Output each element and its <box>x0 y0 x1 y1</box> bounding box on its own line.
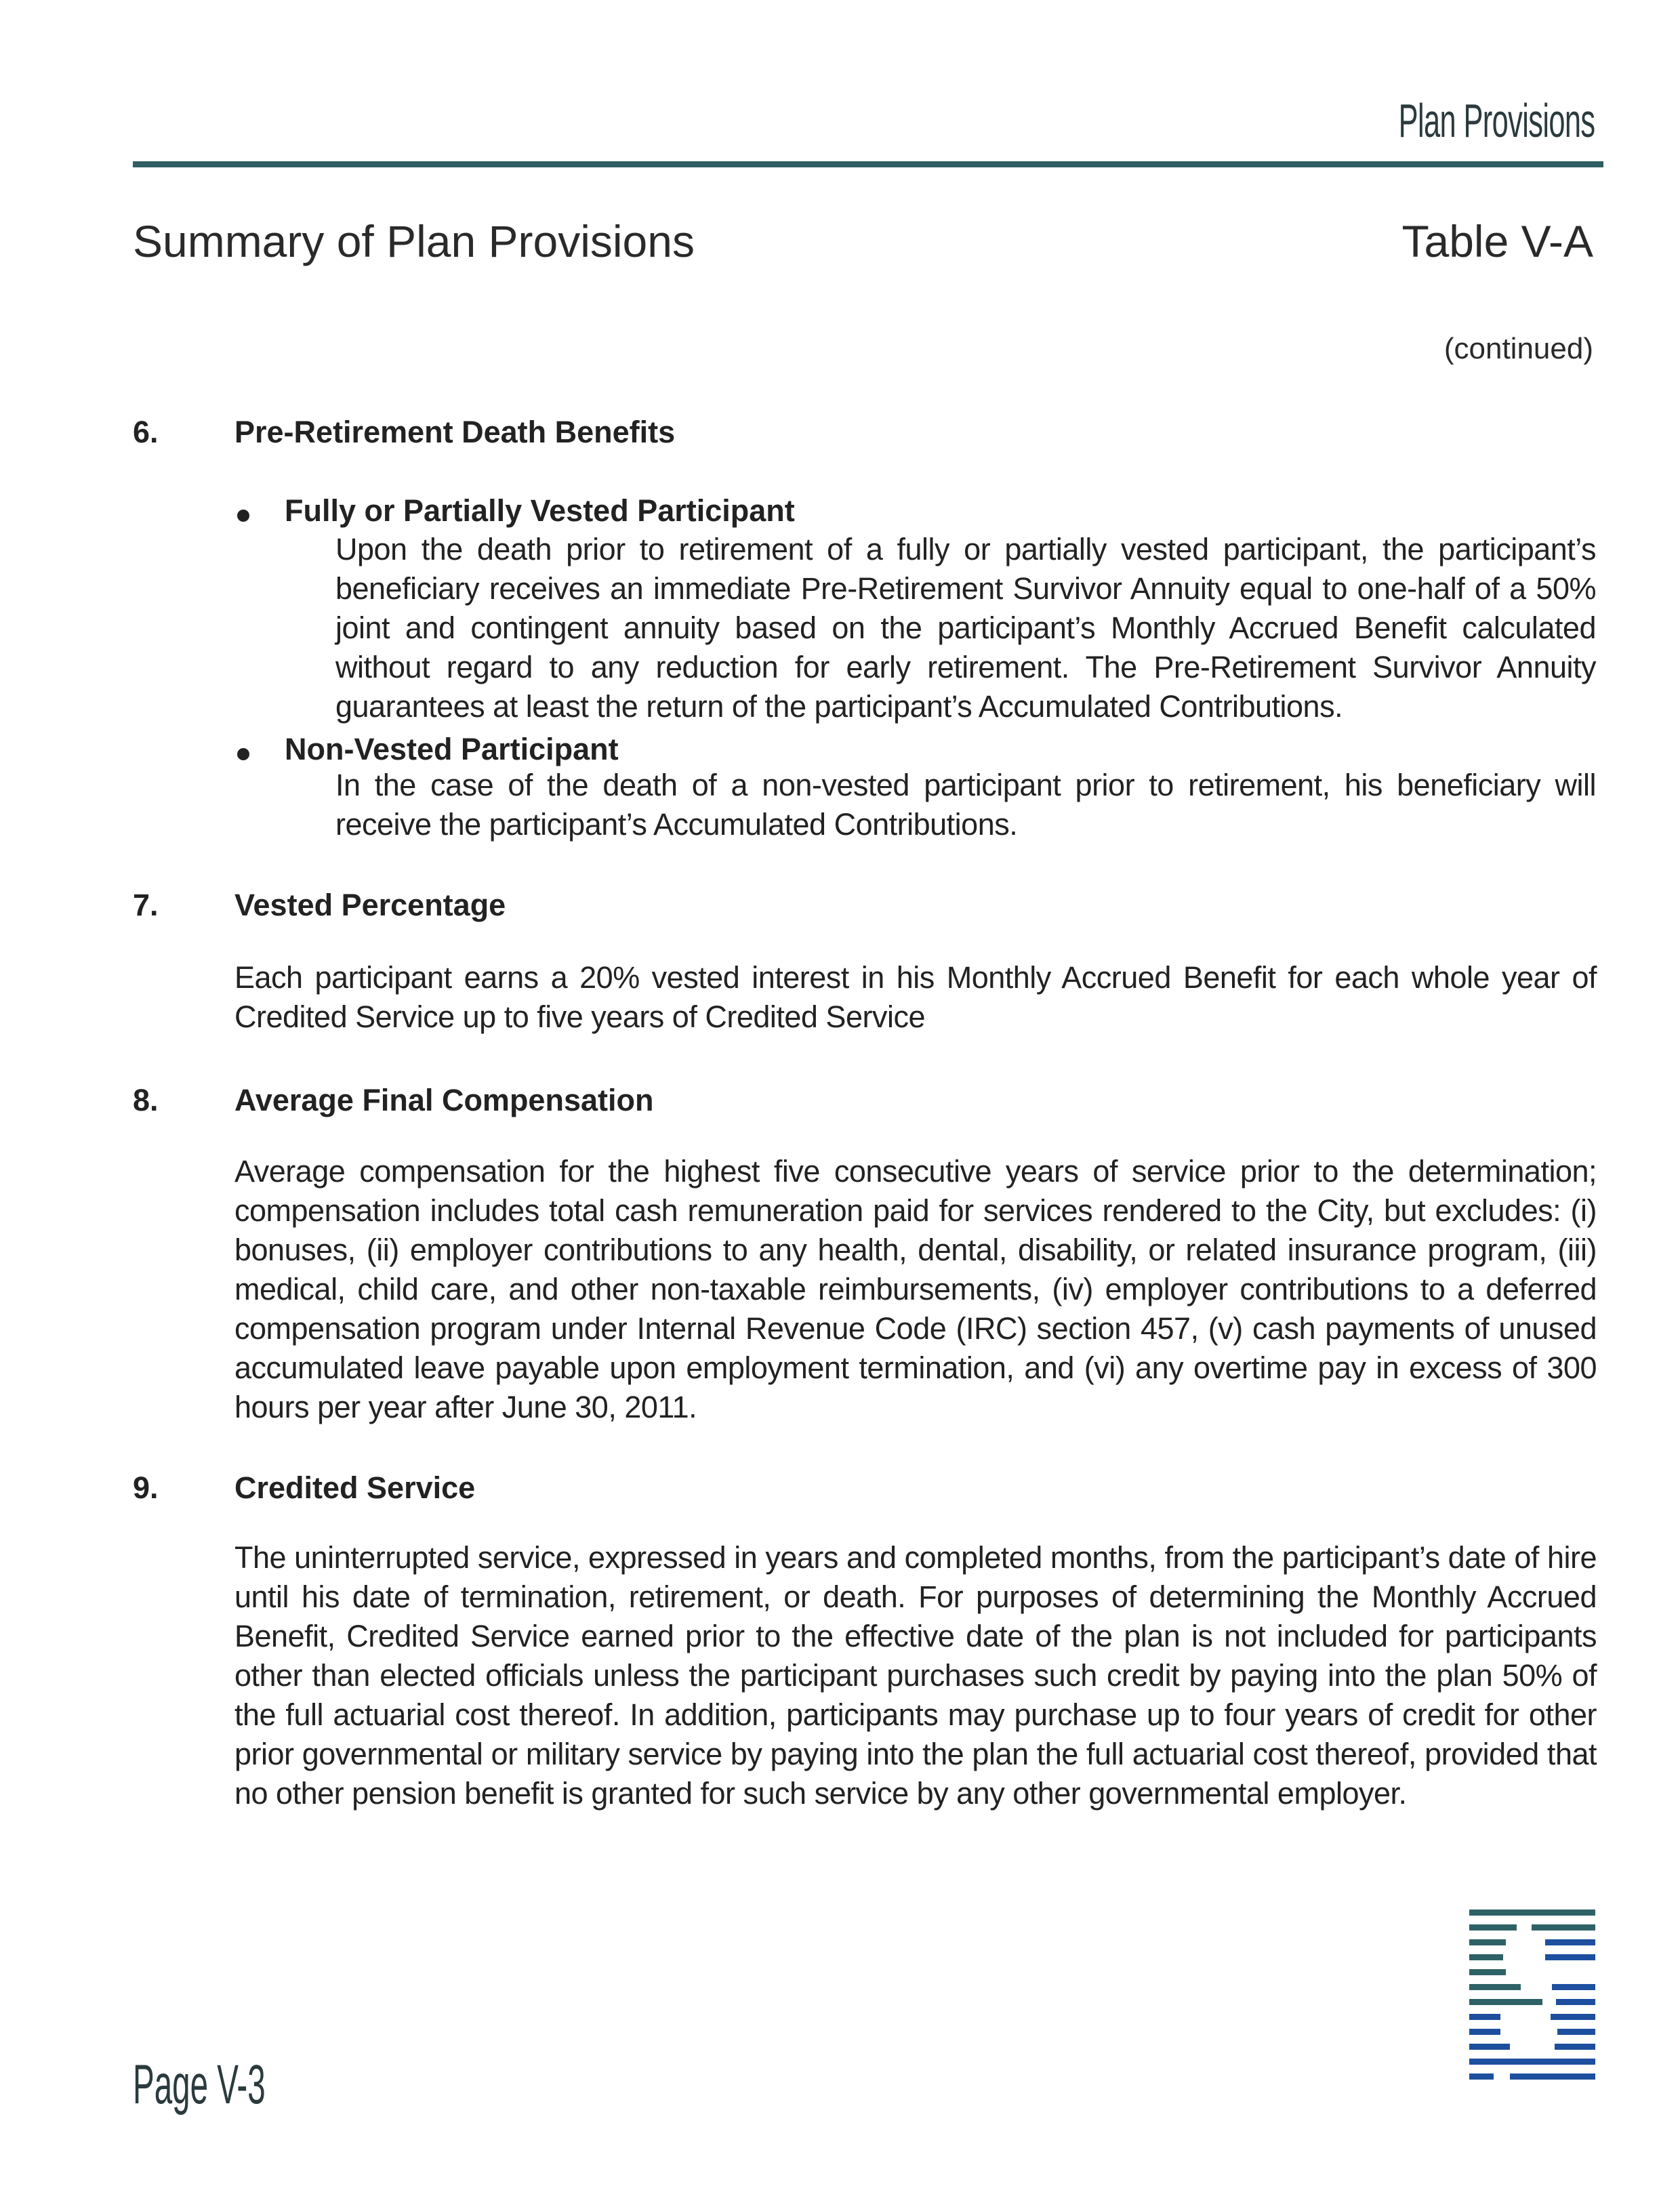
bullet-text: In the case of the death of a non-vested participant prior to retirement, his beneficiary will receive the participant’s Accumulated Contributions. <box>335 768 1596 842</box>
section-number: 6. <box>133 415 159 449</box>
page-title: Summary of Plan Provisions <box>133 216 695 266</box>
bullet-text: Upon the death prior to retirement of a fully or partially vested participant, the participant’s beneficiary receives an immediate Pre-Retirement Survivor Annuity equal to one-half of a 50% joint and contingent annuity based on the participant’s Monthly Accrued Benefit calculated without regard to any reduction for early retirement. The Pre-Retirement Survivor Annuity guarantees at least the return of the participant’s Accumulated Contributions. <box>335 532 1596 724</box>
section-text: Each participant earns a 20% vested interest in his Monthly Accrued Benefit for each whole year of Credited Service up to five years of Credited Service <box>234 960 1597 1034</box>
header-rule <box>133 161 1603 167</box>
page-number: Page V-3 <box>133 2054 266 2115</box>
section-title: Average Final Compensation <box>234 1083 654 1117</box>
running-head: Plan Provisions <box>1398 94 1595 147</box>
section-number: 7. <box>133 888 159 922</box>
bullet-icon <box>237 510 249 522</box>
company-logo-icon <box>1469 1910 1595 2091</box>
section-text: The uninterrupted service, expressed in years and completed months, from the participant’s date of hire until his date of termination, retirement, or death. For purposes of determining the Monthly Accrued Benefit, Credited Service earned prior to the effective date of the plan is not included for participants other than elected officials unless the participant purchases such credit by paying into the plan 50% of the full actuarial cost thereof. In addition, participants may purchase up to four years of credit for other prior governmental or military service by paying into the plan the full actuarial cost thereof, provided that no other pension benefit is granted for such service by any other governmental employer. <box>234 1540 1597 1811</box>
section-number: 8. <box>133 1083 159 1117</box>
continued-label: (continued) <box>1443 332 1593 365</box>
section-number: 9. <box>133 1470 159 1505</box>
section-title: Vested Percentage <box>234 888 506 922</box>
bullet-title: Non-Vested Participant <box>285 732 619 766</box>
section-title: Pre-Retirement Death Benefits <box>234 415 676 449</box>
table-reference: Table V-A <box>1401 216 1593 266</box>
bullet-icon <box>237 748 249 760</box>
bullet-title: Fully or Partially Vested Participant <box>285 493 795 528</box>
section-title: Credited Service <box>234 1470 476 1505</box>
section-text: Average compensation for the highest five consecutive years of service prior to the determination; compensation includes total cash remuneration paid for services rendered to the City, but excludes: (i) bonuses, (ii) employer contributions to any health, dental, disability, or related insurance program, (iii) medical, child care, and other non-taxable reimbursements, (iv) employer contributions to a deferred compensation program under Internal Revenue Code (IRC) section 457, (v) cash payments of unused accumulated leave payable upon employment termination, and (vi) any overtime pay in excess of 300 hours per year after June 30, 2011. <box>234 1154 1597 1424</box>
